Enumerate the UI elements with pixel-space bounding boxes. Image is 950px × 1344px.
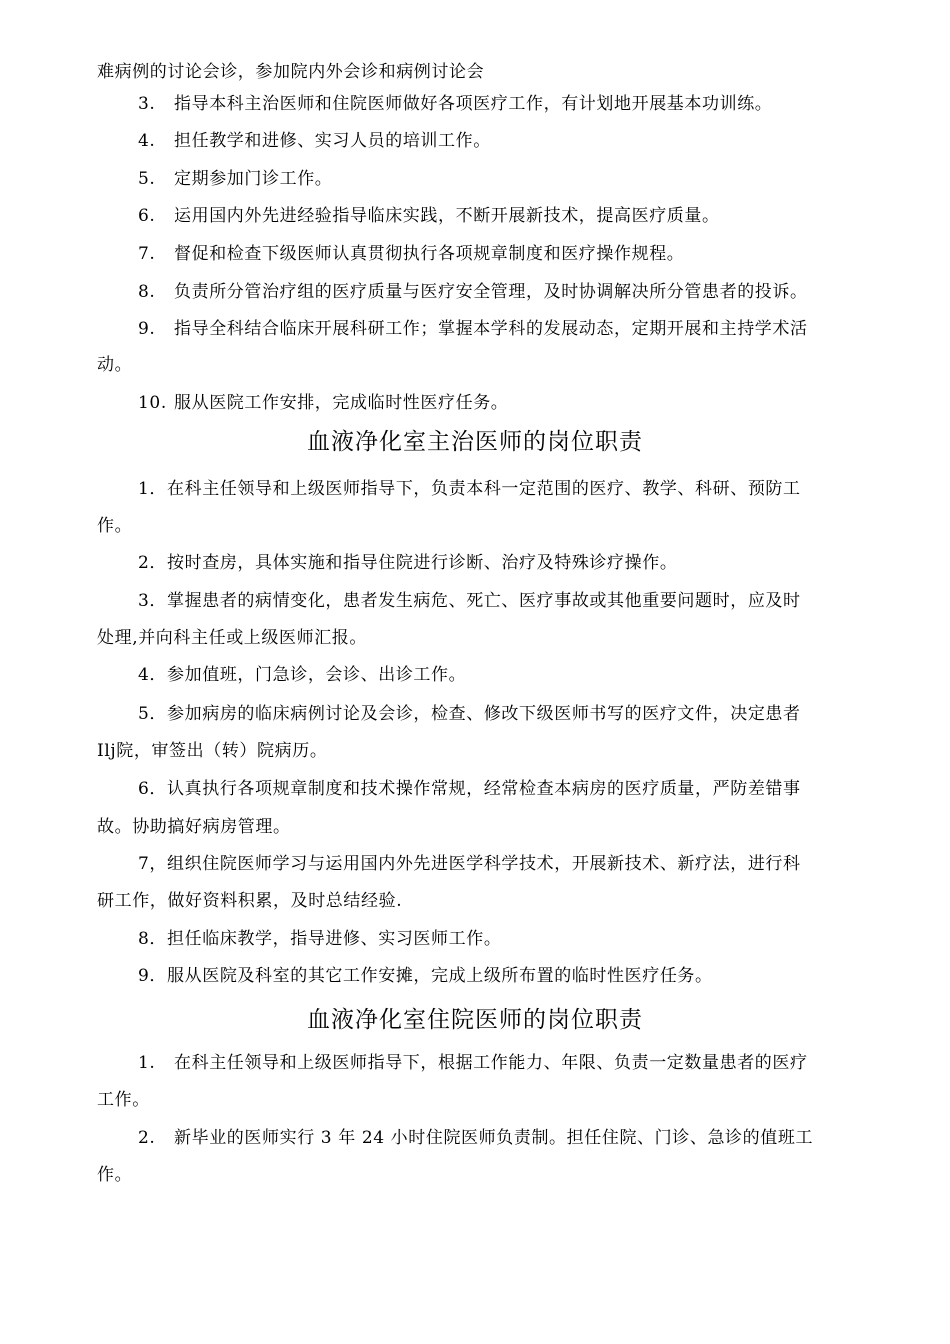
list-number: 7.: [138, 244, 156, 264]
list-number: 4.: [138, 131, 156, 151]
paragraph-line: 故。协助搞好病房管理。: [97, 817, 291, 837]
paragraph-line: 1．在科主任领导和上级医师指导下，负责本科一定范围的医疗、教学、科研、预防工: [138, 479, 801, 499]
paragraph-line: 2．按时查房，具体实施和指导住院进行诊断、治疗及特殊诊疗操作。: [138, 553, 678, 573]
list-item: [138, 317, 808, 341]
section-title: 血液净化室主治医师的岗位职责: [307, 429, 643, 455]
list-number: 3.: [138, 94, 156, 114]
list-item-continuation: 动。: [97, 355, 133, 375]
list-text: 指导全科结合临床开展科研工作；掌握本学科的发展动态，定期开展和主持学术活: [174, 319, 808, 339]
list-item: [138, 391, 508, 415]
list-number: 8.: [138, 282, 156, 302]
paragraph-line: 作。: [97, 516, 133, 536]
list-item: [138, 167, 332, 191]
list-item: [138, 242, 684, 266]
list-item: [138, 280, 808, 304]
list-number: 1.: [138, 1053, 156, 1073]
list-text: 指导本科主治医师和住院医师做好各项医疗工作，有计划地开展基本功训练。: [174, 94, 773, 114]
section-title: 血液净化室住院医师的岗位职责: [307, 1007, 643, 1033]
list-text: 运用国内外先进经验指导临床实践，不断开展新技术，提高医疗质量。: [174, 206, 720, 226]
paragraph-line: 3．掌握患者的病情变化，患者发生病危、死亡、医疗事故或其他重要问题时，应及时: [138, 591, 801, 611]
paragraph-line: 8．担任临床教学，指导进修、实习医师工作。: [138, 929, 502, 949]
list-number: 9.: [138, 319, 156, 339]
list-text: 服从医院工作安排，完成临时性医疗任务。: [174, 393, 509, 413]
paragraph-line: 研工作，做好资料积累，及时总结经验.: [97, 891, 403, 911]
list-item-continuation: 工作。: [97, 1090, 150, 1110]
list-number: 5.: [138, 169, 156, 189]
list-item-continuation: 作。: [97, 1165, 133, 1185]
paragraph-line: 9．服从医院及科室的其它工作安摊，完成上级所布置的临时性医疗任务。: [138, 966, 713, 986]
list-text: 负责所分管治疗组的医疗质量与医疗安全管理，及时协调解决所分管患者的投诉。: [174, 282, 808, 302]
list-item: [138, 1051, 808, 1075]
paragraph-line: 7，组织住院医师学习与运用国内外先进医学科学技术，开展新技术、新疗法，进行科: [138, 854, 801, 874]
list-number: 2.: [138, 1128, 156, 1148]
list-number: 6.: [138, 206, 156, 226]
list-item: [138, 204, 720, 228]
list-item: [138, 92, 772, 116]
paragraph-line: 4．参加值班，门急诊，会诊、出诊工作。: [138, 665, 467, 685]
list-text: 新毕业的医师实行 3 年 24 小时住院医师负责制。担任住院、门诊、急诊的值班工: [174, 1128, 814, 1148]
paragraph-line: 6．认真执行各项规章制度和技术操作常规，经常检查本病房的医疗质量，严防差错事: [138, 779, 801, 799]
list-item: [138, 1126, 813, 1150]
paragraph-continuation: 难病例的讨论会诊，参加院内外会诊和病例讨论会: [97, 62, 485, 82]
list-number: 10.: [138, 393, 167, 413]
paragraph-line: 5．参加病房的临床病例讨论及会诊，检查、修改下级医师书写的医疗文件，决定患者: [138, 704, 801, 724]
paragraph-line: Ilj院，审签出（转）院病历。: [97, 741, 328, 761]
list-text: 定期参加门诊工作。: [174, 169, 333, 189]
list-item: [138, 129, 491, 153]
list-text: 督促和检查下级医师认真贯彻执行各项规章制度和医疗操作规程。: [174, 244, 685, 264]
list-text: 在科主任领导和上级医师指导下，根据工作能力、年限、负责一定数量患者的医疗: [174, 1053, 808, 1073]
list-text: 担任教学和进修、实习人员的培训工作。: [174, 131, 491, 151]
paragraph-line: 处理,并向科主任或上级医师汇报。: [97, 628, 368, 648]
